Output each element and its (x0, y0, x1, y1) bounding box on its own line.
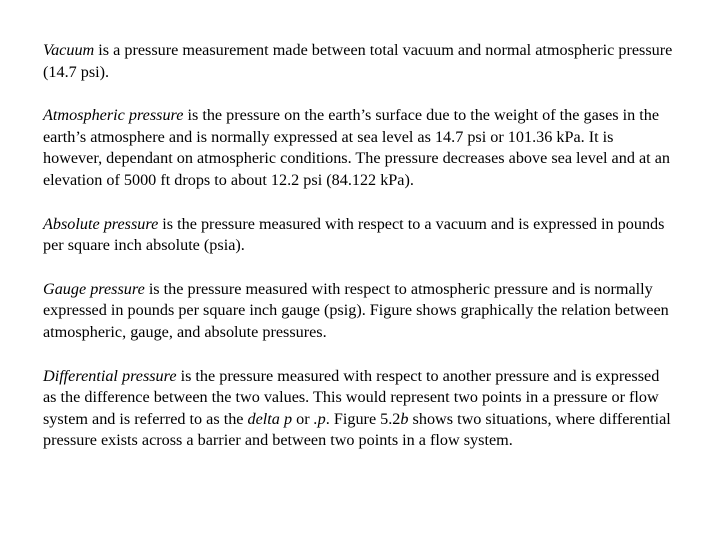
definition-vacuum: is a pressure measurement made between total vacuum and normal atmospheric pressure (14.7 psi). (43, 41, 673, 81)
definition-gauge-pressure: is the pressure measured with respect to atmospheric pressure and is normally expressed in pounds per square inch gauge (psig). Figure shows graphically the relation between atmospheric, gauge, and absolute pressures. (43, 279, 669, 341)
definition-differential-pressure-part-3: . Figure 5.2 (325, 409, 401, 428)
paragraph-gauge-pressure (43, 279, 673, 344)
term-gauge-pressure: Gauge pressure (43, 279, 145, 298)
paragraph-atmospheric-pressure (43, 105, 673, 191)
document-page (43, 40, 673, 474)
paragraph-absolute-pressure (43, 214, 673, 257)
paragraph-differential-pressure (43, 366, 673, 452)
definition-absolute-pressure: is the pressure measured with respect to a vacuum and is expressed in pounds per square inch absolute (psia). (43, 214, 665, 255)
figure-letter-b: b (400, 409, 409, 428)
definition-differential-pressure-part-1: is the pressure measured with respect to another pressure and is expressed as the difference between the two values. This would represent two points in a pressure or flow system and is referred to as the (43, 366, 660, 428)
term-vacuum: Vacuum (43, 41, 95, 59)
definition-differential-pressure-part-4: shows two situations, where differential pressure exists across a barrier and between two points in a flow system. (43, 409, 671, 450)
term-delta-p: delta p (247, 409, 293, 428)
term-atmospheric-pressure: Atmospheric pressure (43, 106, 184, 125)
definition-atmospheric-pressure: is the pressure on the earth’s surface due to the weight of the gases in the earth’s atmosphere and is normally expressed at sea level as 14.7 psi or 101.36 kPa. It is however, dependant on atmospheric conditions. The pressure decreases above sea level and at an elevation of 5000 ft drops to about 12.2 psi (84.122 kPa). (43, 106, 670, 189)
term-absolute-pressure: Absolute pressure (43, 214, 159, 233)
term-differential-pressure: Differential pressure (43, 366, 177, 385)
term-dot-p: .p (313, 409, 326, 428)
paragraph-vacuum (43, 40, 673, 83)
definition-differential-pressure-part-2: or (292, 409, 314, 428)
